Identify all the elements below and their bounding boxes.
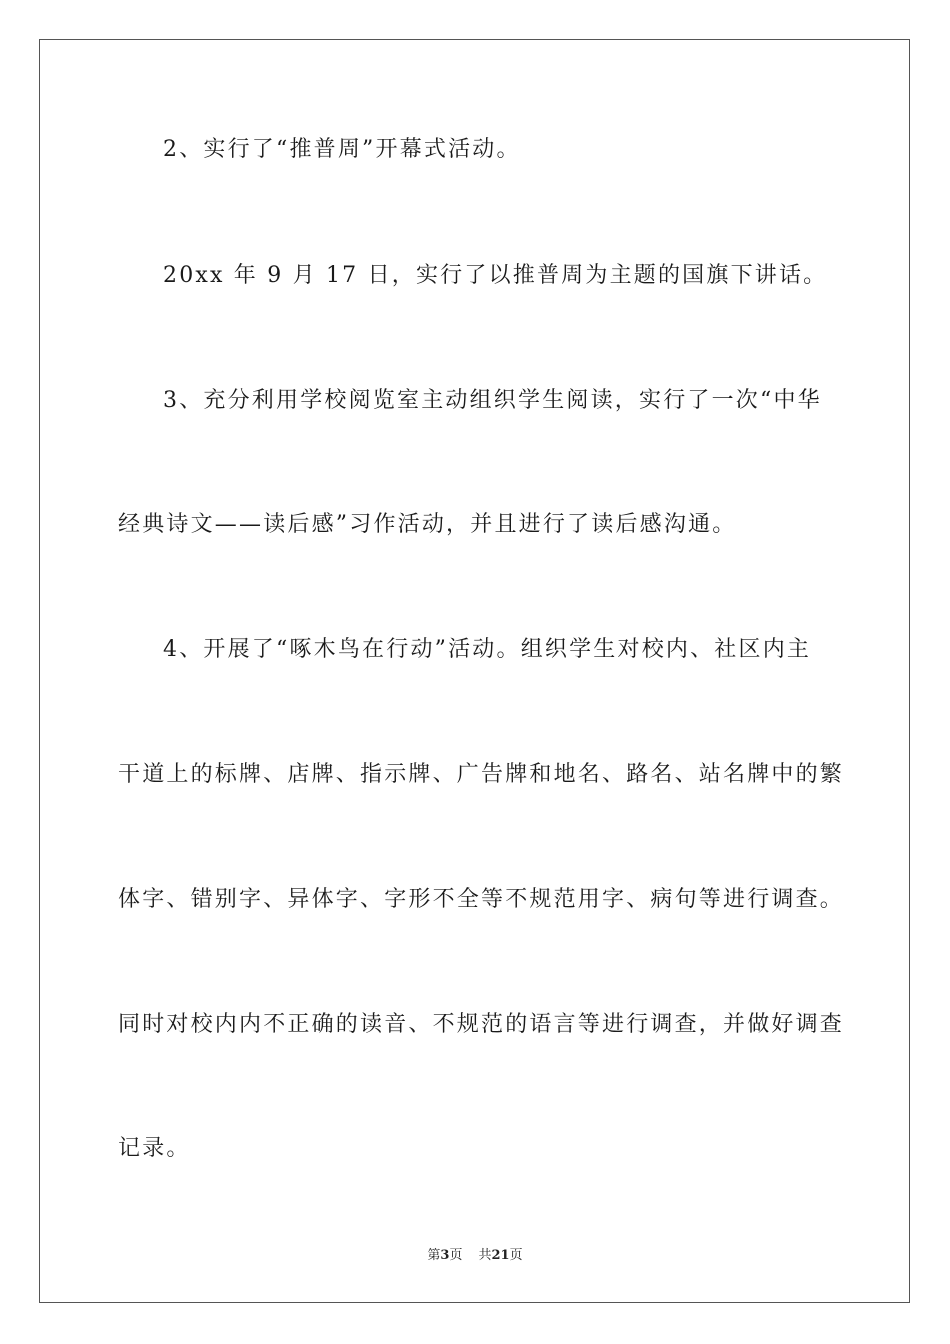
page-footer <box>0 1247 950 1265</box>
page-border <box>39 39 910 1303</box>
paragraph-line-9: 记录。 <box>118 1136 191 1161</box>
footer-total-suffix: 页 <box>509 1248 523 1263</box>
paragraph-line-4: 经典诗文——读后感”习作活动，并且进行了读后感沟通。 <box>118 512 737 537</box>
footer-page-number: 3 <box>440 1248 450 1263</box>
paragraph-line-1: 2、实行了“推普周”开幕式活动。 <box>163 137 521 162</box>
paragraph-line-3: 3、充分利用学校阅览室主动组织学生阅读，实行了一次“中华 <box>163 388 822 413</box>
paragraph-line-8: 同时对校内内不正确的读音、不规范的语言等进行调查，并做好调查 <box>118 1012 845 1037</box>
footer-total-pages: 21 <box>491 1248 510 1263</box>
footer-total-prefix: 共 <box>478 1248 492 1263</box>
paragraph-line-5: 4、开展了“啄木鸟在行动”活动。组织学生对校内、社区内主 <box>163 637 812 662</box>
footer-page-prefix: 第 <box>427 1248 441 1263</box>
paragraph-line-2: 20xx 年 9 月 17 日，实行了以推普周为主题的国旗下讲话。 <box>163 263 828 288</box>
paragraph-line-6: 干道上的标牌、店牌、指示牌、广告牌和地名、路名、站名牌中的繁 <box>118 762 845 787</box>
footer-page-suffix: 页 <box>449 1248 463 1263</box>
paragraph-line-7: 体字、错别字、异体字、字形不全等不规范用字、病句等进行调查。 <box>118 887 845 912</box>
